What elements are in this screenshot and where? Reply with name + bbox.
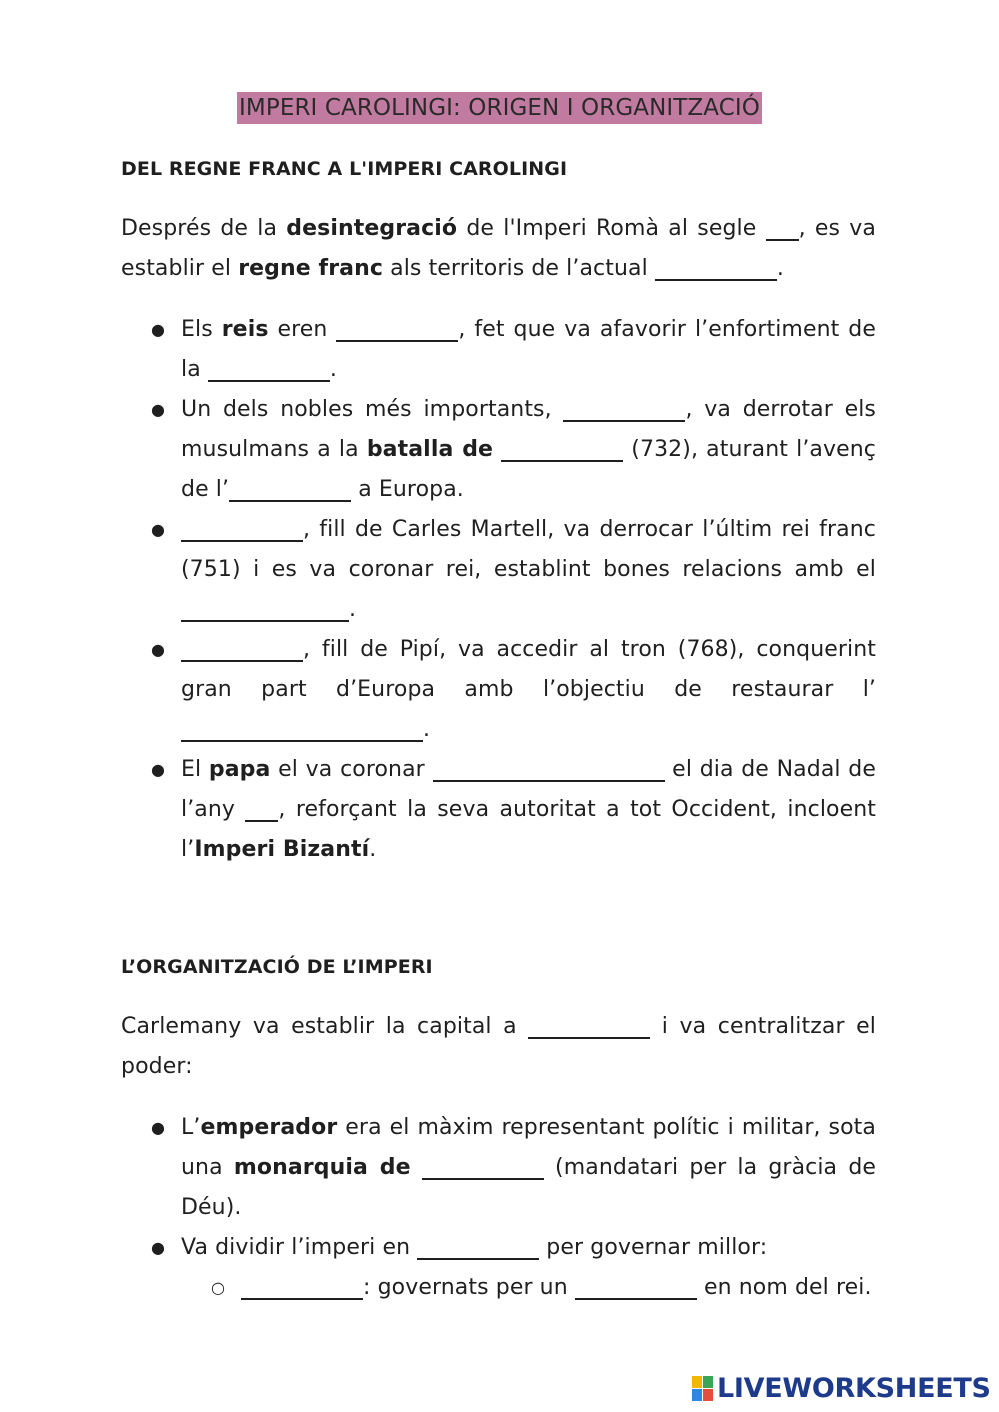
text: (mandatari per la gràcia de Déu).	[181, 1155, 877, 1220]
text: : governats per un	[363, 1275, 575, 1300]
bullet-list-1	[121, 310, 876, 870]
text: .	[329, 357, 337, 382]
blank-enfortiment[interactable]	[208, 356, 330, 382]
page-title: IMPERI CAROLINGI: ORIGEN I ORGANITZACIÓ	[237, 92, 762, 124]
bold-term: monarquia de	[233, 1155, 411, 1180]
text: El	[181, 757, 209, 782]
text: per governar millor:	[539, 1235, 768, 1260]
bold-term: batalla de	[366, 437, 494, 462]
blank-segle[interactable]	[766, 215, 799, 241]
bullet-marker: ●	[151, 1238, 166, 1257]
liveworksheets-logo-icon	[692, 1376, 714, 1402]
blank-fill-pipi[interactable]	[181, 636, 303, 662]
text: Després de la	[121, 216, 287, 241]
blank-fill-carles[interactable]	[181, 516, 303, 542]
liveworksheets-brand	[692, 1373, 991, 1404]
list-item	[121, 310, 876, 390]
text: .	[423, 717, 431, 742]
list-item	[121, 390, 876, 510]
text: i va centralitzar el poder:	[121, 1014, 876, 1079]
text: , fill de Carles Martell, va derrocar l’últim rei franc (751) i es va coronar rei, establint bones relacions amb el	[181, 517, 876, 582]
bullet-list-2	[121, 1108, 876, 1308]
sub-bullet-marker: ○	[211, 1278, 226, 1297]
text: Els	[181, 317, 222, 342]
blank-avenc[interactable]	[229, 476, 351, 502]
bold-term: reis	[221, 317, 269, 342]
title-wrapper	[0, 92, 999, 124]
blank-territori-nom[interactable]	[241, 1274, 363, 1300]
blank-coronar[interactable]	[433, 756, 665, 782]
blank-reis[interactable]	[336, 316, 458, 342]
text: el dia de Nadal de l’any	[181, 757, 876, 822]
text: .	[349, 597, 357, 622]
bullet-marker: ●	[151, 400, 166, 419]
text: , fill de Pipí, va accedir al tron (768), conquerint gran part d’Europa amb l’objectiu de restaurar l’	[181, 637, 876, 702]
intro-paragraph-1	[121, 209, 876, 289]
blank-noble[interactable]	[563, 396, 685, 422]
bullet-marker: ●	[151, 320, 166, 339]
text: als territoris de l’actual	[383, 256, 655, 281]
text: , reforçant la seva autoritat a tot Occident, incloent l’	[181, 797, 876, 862]
blank-territori[interactable]	[655, 255, 777, 281]
list-item	[121, 1108, 876, 1228]
text: L’	[181, 1115, 201, 1140]
text: Carlemany va establir la capital a	[121, 1014, 529, 1039]
list-item	[121, 750, 876, 870]
text: .	[776, 256, 784, 281]
text: Un dels nobles més importants,	[181, 397, 564, 422]
bold-term: emperador	[200, 1115, 338, 1140]
text: eren	[268, 317, 337, 342]
bold-term: regne franc	[238, 256, 384, 281]
blank-governant[interactable]	[575, 1274, 697, 1300]
blank-divisio[interactable]	[417, 1234, 539, 1260]
blank-batalla[interactable]	[501, 436, 623, 462]
bullet-marker: ●	[151, 1118, 166, 1137]
text: a Europa.	[351, 477, 464, 502]
bullet-marker: ●	[151, 520, 166, 539]
bold-term: Imperi Bizantí	[194, 837, 370, 862]
blank-any[interactable]	[245, 796, 278, 822]
text: en nom del rei.	[696, 1275, 872, 1300]
bold-term: desintegració	[286, 216, 458, 241]
bold-term: papa	[208, 757, 271, 782]
sub-list-item	[121, 1268, 876, 1308]
text: el va coronar	[270, 757, 433, 782]
text: de l'Imperi Romà al segle	[457, 216, 766, 241]
list-item	[121, 510, 876, 630]
text: Va dividir l’imperi en	[181, 1235, 418, 1260]
blank-capital[interactable]	[528, 1013, 650, 1039]
bullet-marker: ●	[151, 640, 166, 659]
text: era el màxim representant polític i militar, sota una	[181, 1115, 876, 1180]
text: , va derrotar els musulmans a la	[181, 397, 876, 462]
intro-paragraph-2	[121, 1007, 876, 1087]
text: .	[369, 837, 377, 862]
blank-relacions[interactable]	[181, 596, 349, 622]
text: , fet que va afavorir l’enfortiment de la	[181, 317, 876, 382]
list-item	[121, 630, 876, 750]
section-heading-organitzacio: L’ORGANITZACIÓ DE L’IMPERI	[121, 956, 433, 978]
blank-restaurar[interactable]	[181, 716, 423, 742]
blank-monarquia[interactable]	[422, 1154, 544, 1180]
brand-text: LIVEWORKSHEETS	[717, 1373, 991, 1404]
bullet-marker: ●	[151, 760, 166, 779]
section-heading-regne-franc: DEL REGNE FRANC A L'IMPERI CAROLINGI	[121, 158, 568, 180]
text: (732), aturant l’avenç de l’	[181, 437, 877, 502]
list-item	[121, 1228, 876, 1268]
text: , es va establir el	[121, 216, 876, 281]
